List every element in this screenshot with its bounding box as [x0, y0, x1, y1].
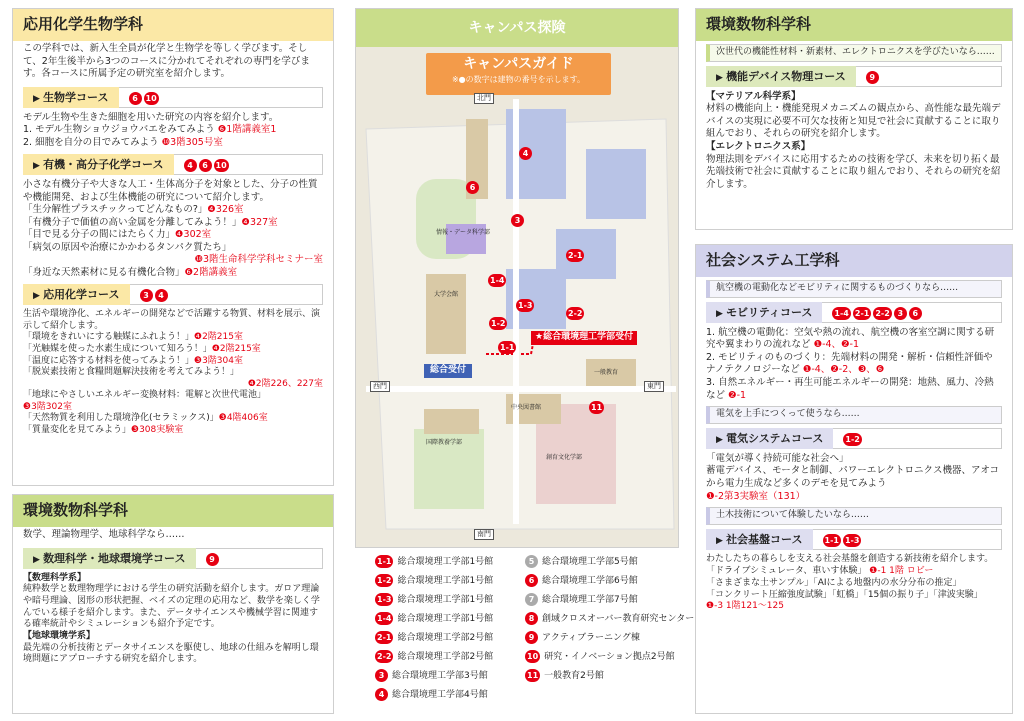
dept-title-applied-chem: 応用化学生物学科 [13, 9, 333, 41]
legend-item: 1-2 総合環境理工学部1号館 [377, 576, 494, 586]
west-gate: 西門 [370, 381, 390, 392]
right-panel-2: 社会システム工学科 航空機の電動化などモビリティに関するものづくりなら…… ▶ モビリティコース 1-4 2-1 2-2 3 6 1. 航空機の電動化：空気や熱の流れ、航空機の客室空調に関する研究や翼まわりの流れなど ❶-4、❷-1 2. モビリティのものづくり：先端材料の開発・解析・信頼性評価やナノテクノロジーなど ❶-4、❷-2、❸、❻ 3. 自然エネルギー・再生可能エネルギーの開発：地熱、風力、冷熱など ❷-1 電気を上手につくって使うなら…… ▶ 電気システムコース 1-2 「電気が導く持続可能な社会へ」 蓄電デバイス、モータと制御、パワーエレクトロニクス機器、アオコから電力生成など多くのデモを見てみよう ❶-2第3実験室（131） 土木技術について体験したいなら…… ▶ 社会基盤コース 1-1 1-3 わたしたちの暮らしを支える社会基盤を創造する新技術を紹介します。 「ドライブシミュレータ、車いす体験」 ❶-1 1階 ロビー 「さまざまな土サンプル」「AIによる地盤内の水分分布の推定」 「コンクリート圧縮強度試験」「虹橋」「15個の振り子」「津波実験」 ❶-3 1階121〜125 [695, 244, 1013, 714]
course-name: ▶ 生物学コース [23, 87, 119, 108]
legend-item: 4 総合環境理工学部4号館 [375, 688, 488, 702]
legend-item: 8 創域クロスオーバー教育研究センター [525, 612, 694, 626]
building-tags: 6 10 [119, 87, 323, 108]
course-body: 生活や環境浄化、エネルギーの開発などで活躍する物質、材料を展示、演示して紹介します。 「環境をきれいにする触媒にふれよう！」❹2階215室 「光触媒を使った水素生成について知ろう！」❹2階215室 「温度に応答する材料を使ってみよう！」❸3階304室 「脱炭素技術と食糧問題解決技術を考えてみよう！」 ❹2階226、227室 「地球にやさしいエネルギー変換材料：電解と次世代電池」 ❸3階302室 「天然物質を利用した環境浄化(セラミックス)」❸4階406室 「質量変化を見てみよう」❸308実験室 [23, 309, 323, 435]
course-organic: ▶ 有機・高分子化学コース 4 6 10 [23, 154, 323, 175]
course-math-earth: ▶ 数理科学・地球環境学コース 9 [23, 548, 323, 569]
general-reception: 総合受付 [424, 364, 472, 378]
legend-item: 9 アクティブラーニング棟 [525, 631, 640, 645]
course-body: 小さな有機分子や大きな人工・生体高分子を対象とした、分子の性質や機能開発、および生体機能の研究について紹介します。 「生分解性プラスチックってどんなもの?」❹326室 「有機分子で価値の高い金属を分離してみよう！」❹327室 「目で見る分子の間にはたらく力」❹302室 「病気の原因や治療にかかわるタンパク質たち」 ❿3階生命科学学科セミナー室 「身近な天然素材に見る有機化合物」❻2階講義室 [23, 179, 323, 278]
legend-item: 5 総合環境理工学部5号館 [525, 555, 638, 569]
north-gate: 北門 [474, 93, 494, 104]
guide-box: キャンパスガイド ※●の数字は建物の番号を示します。 [426, 53, 611, 95]
legend-item: 7 総合環境理工学部7号館 [525, 593, 638, 607]
legend-item: 1-4 総合環境理工学部1号館 [377, 614, 494, 624]
legend-item: 11 一般教育2号館 [527, 671, 604, 681]
east-gate: 東門 [644, 381, 664, 392]
dept-title-env: 環境数物科学科 [13, 495, 333, 527]
course-body: モデル生物や生きた細胞を用いた研究の内容を紹介します。 1. モデル生物ショウジョウバエをみてみよう ❻1階講義室1 2. 細胞を自分の目でみてみよう ❿3階305号室 [23, 111, 279, 148]
course-biology [23, 87, 323, 108]
left-panel-2: 環境数物科学科 数学、理論物理学、地球科学なら…… ▶ 数理科学・地球環境学コース 9 【数理科学系】 純粋数学と数理物理学における学生の研究活動を紹介します。ガロア理論や暗号理論、図形の形状把握、ベイズの定理の応用など、数学を楽しく学んでいる様子を紹介します。また、データサイエンスや機械学習に関連する確率統計やシミュレーションも紹介予定です。 【地球環境学系】 最先端の分析技術とデータサイエンスを駆使し、地球の仕組みを解明し環境問題にアプローチする研究を紹介します。 [12, 494, 334, 714]
main-reception: ★総合環境理工学部受付 [531, 331, 637, 345]
left-panel [12, 8, 334, 486]
dept-intro: この学科では、新入生全員が化学と生物学を等しく学びます。そして、2年生後半から3つのコースに分かれてそれぞれの専門を学びます。各コースに所属予定の研究室を紹介します。 [23, 43, 310, 80]
legend-item: 10 研究・イノベーション拠点2号館 [527, 652, 675, 662]
dept-title-env-right: 環境数物科学科 [696, 9, 1012, 41]
legend-item: 2-2 総合環境理工学部2号館 [377, 652, 494, 662]
south-gate: 南門 [474, 529, 494, 540]
legend-item: 1-3 総合環境理工学部1号館 [377, 595, 494, 605]
course-applied-chem: ▶ 応用化学コース 3 4 [23, 284, 323, 305]
legend-item: 3 総合環境理工学部3号館 [375, 669, 488, 683]
campus-map: キャンパス探険 キャンパスガイド ※●の数字は建物の番号を示します。 ★総合環境理工学部受付 総合受付 北門 南門 東門 西門 情報・データ科学部 大学会館 一般教育 中央図書館 国際教養学部 創育文化学部 4 6 3 1-4 2-1 1-3 2-2 1-2 1-1 11 [355, 8, 679, 548]
legend-item: 6 総合環境理工学部6号館 [525, 574, 638, 588]
map-header: キャンパス探険 [356, 9, 678, 47]
legend-item: 1-1 総合環境理工学部1号館 [377, 557, 494, 567]
right-panel: 環境数物科学科 次世代の機能性材料・新素材、エレクトロニクスを学びたいなら…… ▶ 機能デバイス物理コース 9 【マテリアル科学系】 材料の機能向上・機能発現メカニズムの観点から、高性能な最先端デバイスの実現に必要不可欠な技術と知見で社会に貢献することに取り組んでおり、それらの研究を紹介します。 【エレクトロニクス系】 物理法則をデバイスに応用するための技術を学び、未来を切り拓く最先端技術で社会に貢献することに取り組んでおり、それらの研究を紹介します。 [695, 8, 1013, 230]
building-legend [355, 553, 695, 713]
dept-title-social: 社会システム工学科 [696, 245, 1012, 277]
legend-item: 2-1 総合環境理工学部2号館 [377, 633, 494, 643]
